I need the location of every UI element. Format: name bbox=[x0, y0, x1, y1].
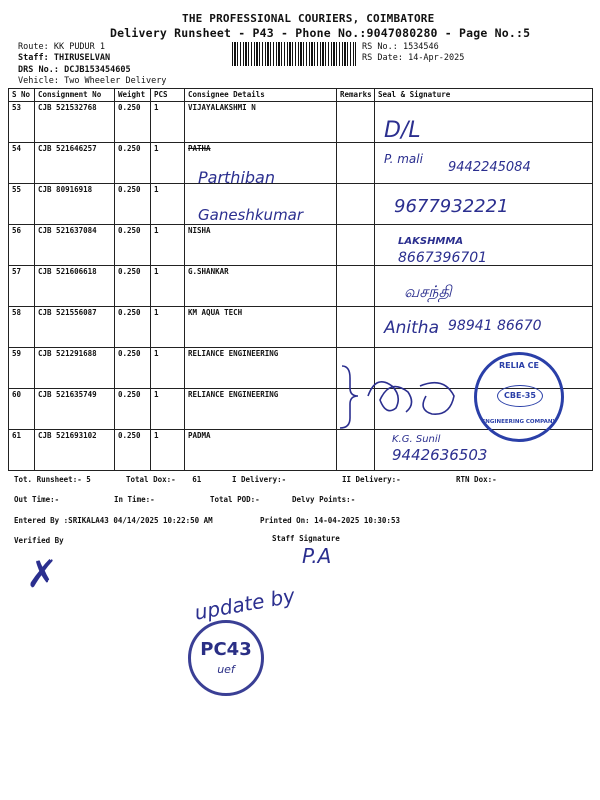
verified-scribble-mark: ✗ bbox=[26, 552, 58, 596]
vehicle-line bbox=[18, 76, 166, 86]
stamp-top-text: RELIA CE bbox=[498, 361, 539, 370]
cell-consignment: CJB 521635749 bbox=[35, 389, 115, 430]
cell-pcs: 1 bbox=[151, 102, 185, 143]
pc43-stamp-text: PC43 bbox=[200, 639, 252, 660]
total-dox bbox=[126, 475, 201, 484]
handwritten-p-mali: P. mali bbox=[384, 152, 423, 166]
cell-sno: 53 bbox=[9, 102, 35, 143]
entered-by: Entered By :SRIKALA43 04/14/2025 10:22:50 AM bbox=[14, 516, 213, 525]
rs-no-line bbox=[362, 42, 439, 52]
bracket-signature bbox=[336, 356, 466, 436]
rtn-dox: RTN Dox:- bbox=[456, 475, 497, 484]
handwritten-phone-2: 9677932221 bbox=[394, 196, 509, 217]
delvy-points: Delvy Points:- bbox=[292, 495, 356, 504]
rs-no-value: 1534546 bbox=[402, 42, 439, 52]
cell-consignee: PATHA bbox=[185, 143, 337, 184]
cell-remarks bbox=[337, 225, 375, 266]
cell-remarks bbox=[337, 307, 375, 348]
handwritten-parthiban: Parthiban bbox=[198, 168, 275, 187]
col-sno: S No bbox=[9, 89, 35, 102]
cell-consignee: PADMA bbox=[185, 430, 337, 471]
cell-weight: 0.250 bbox=[115, 143, 151, 184]
cell-pcs: 1 bbox=[151, 184, 185, 225]
table-header-row bbox=[9, 89, 593, 102]
cell-consignee: NISHA bbox=[185, 225, 337, 266]
cell-consignee: VIJAYALAKSHMI N bbox=[185, 102, 337, 143]
runsheet-subtitle: Delivery Runsheet - P43 - Phone No.:9047080280 - Page No.:5 bbox=[110, 26, 531, 40]
stamp-bottom-text: ENGINEERING COMPANY bbox=[481, 419, 557, 425]
cell-sno: 55 bbox=[9, 184, 35, 225]
verified-by: Verified By bbox=[14, 536, 64, 545]
handwritten-phone-5: 9442636503 bbox=[392, 446, 488, 464]
printed-on: Printed On: 14-04-2025 10:30:53 bbox=[260, 516, 400, 525]
route-label: Route: bbox=[18, 42, 49, 52]
cell-pcs: 1 bbox=[151, 307, 185, 348]
reliance-company-stamp bbox=[474, 352, 564, 442]
cell-weight: 0.250 bbox=[115, 266, 151, 307]
vehicle-value: Two Wheeler Delivery bbox=[64, 76, 167, 86]
handwritten-kg-sunil: K.G. Sunil bbox=[392, 434, 441, 445]
cell-consignment: CJB 521556087 bbox=[35, 307, 115, 348]
col-signature: Seal & Signature bbox=[375, 89, 593, 102]
ii-delivery: II Delivery:- bbox=[342, 475, 401, 484]
cell-sno: 54 bbox=[9, 143, 35, 184]
cell-consignee: RELIANCE ENGINEERING bbox=[185, 389, 337, 430]
tot-runsheet: Tot. Runsheet:- 5 bbox=[14, 475, 91, 484]
cell-remarks bbox=[337, 266, 375, 307]
col-consignee: Consignee Details bbox=[185, 89, 337, 102]
i-delivery: I Delivery:- bbox=[232, 475, 287, 484]
cell-consignment: CJB 521693102 bbox=[35, 430, 115, 471]
total-dox-label: Total Dox:- bbox=[126, 475, 176, 484]
col-pcs: PCS bbox=[151, 89, 185, 102]
company-title: THE PROFESSIONAL COURIERS, COIMBATORE bbox=[182, 12, 435, 25]
cell-weight: 0.250 bbox=[115, 102, 151, 143]
staff-signature-mark: P.A bbox=[302, 544, 332, 568]
drs-line bbox=[18, 65, 131, 75]
rs-date-line bbox=[362, 53, 464, 63]
cell-consignee: G.SHANKAR bbox=[185, 266, 337, 307]
staff-signature-label: Staff Signature bbox=[272, 534, 340, 543]
cell-pcs: 1 bbox=[151, 225, 185, 266]
drs-value: DCJB153454605 bbox=[64, 65, 131, 75]
cell-consignee: RELIANCE ENGINEERING bbox=[185, 348, 337, 389]
cell-sno: 57 bbox=[9, 266, 35, 307]
cell-pcs: 1 bbox=[151, 389, 185, 430]
in-time: In Time:- bbox=[114, 495, 155, 504]
route-line bbox=[18, 42, 105, 52]
route-value: KK PUDUR 1 bbox=[53, 42, 106, 52]
rs-date-label: RS Date: bbox=[362, 53, 403, 63]
handwritten-dl: D/L bbox=[384, 118, 421, 143]
col-consignment: Consignment No bbox=[35, 89, 115, 102]
staff-label: Staff: bbox=[18, 53, 49, 63]
table-row bbox=[9, 225, 593, 266]
pc43-stamp-subtext: uef bbox=[217, 663, 235, 676]
handwritten-tamil-signature: வசந்தி bbox=[404, 282, 452, 301]
cell-weight: 0.250 bbox=[115, 307, 151, 348]
cell-consignment: CJB 521532768 bbox=[35, 102, 115, 143]
cell-sno: 60 bbox=[9, 389, 35, 430]
vehicle-label: Vehicle: bbox=[18, 76, 59, 86]
drs-label: DRS No.: bbox=[18, 65, 59, 75]
total-pod: Total POD:- bbox=[210, 495, 260, 504]
total-dox-value: 61 bbox=[192, 475, 202, 484]
handwritten-phone-1: 9442245084 bbox=[448, 160, 531, 175]
cell-sno: 59 bbox=[9, 348, 35, 389]
staff-value: THIRUSELVAN bbox=[53, 53, 111, 63]
cell-consignee: KM AQUA TECH bbox=[185, 307, 337, 348]
handwritten-phone-4: 98941 86670 bbox=[448, 318, 542, 334]
cell-weight: 0.250 bbox=[115, 184, 151, 225]
col-remarks: Remarks bbox=[337, 89, 375, 102]
table-row bbox=[9, 266, 593, 307]
cell-remarks bbox=[337, 143, 375, 184]
pc43-stamp bbox=[188, 620, 264, 696]
table-row bbox=[9, 102, 593, 143]
handwritten-ganeshkumar: Ganeshkumar bbox=[198, 206, 304, 224]
rs-no-label: RS No.: bbox=[362, 42, 398, 52]
cell-sno: 58 bbox=[9, 307, 35, 348]
cell-weight: 0.250 bbox=[115, 348, 151, 389]
cell-weight: 0.250 bbox=[115, 389, 151, 430]
rs-date-value: 14-Apr-2025 bbox=[408, 53, 465, 63]
staff-line bbox=[18, 53, 110, 63]
cell-sno: 61 bbox=[9, 430, 35, 471]
cell-remarks bbox=[337, 184, 375, 225]
cell-pcs: 1 bbox=[151, 266, 185, 307]
cell-consignment: CJB 80916918 bbox=[35, 184, 115, 225]
cell-weight: 0.250 bbox=[115, 430, 151, 471]
stamp-center-text: CBE-35 bbox=[497, 385, 543, 407]
cell-consignment: CJB 521646257 bbox=[35, 143, 115, 184]
cell-weight: 0.250 bbox=[115, 225, 151, 266]
cell-consignment: CJB 521291688 bbox=[35, 348, 115, 389]
cell-pcs: 1 bbox=[151, 348, 185, 389]
cell-pcs: 1 bbox=[151, 430, 185, 471]
col-weight: Weight bbox=[115, 89, 151, 102]
handwritten-anitha: Anitha bbox=[384, 318, 439, 338]
barcode bbox=[232, 42, 356, 66]
cell-consignment: CJB 521637084 bbox=[35, 225, 115, 266]
handwritten-phone-3: 8667396701 bbox=[398, 250, 488, 266]
cell-sno: 56 bbox=[9, 225, 35, 266]
handwritten-lakshmma: LAKSHMMA bbox=[398, 236, 464, 247]
cell-consignment: CJB 521606618 bbox=[35, 266, 115, 307]
handwritten-update-by: update by bbox=[192, 583, 297, 625]
cell-pcs: 1 bbox=[151, 143, 185, 184]
cell-remarks bbox=[337, 102, 375, 143]
out-time: Out Time:- bbox=[14, 495, 60, 504]
